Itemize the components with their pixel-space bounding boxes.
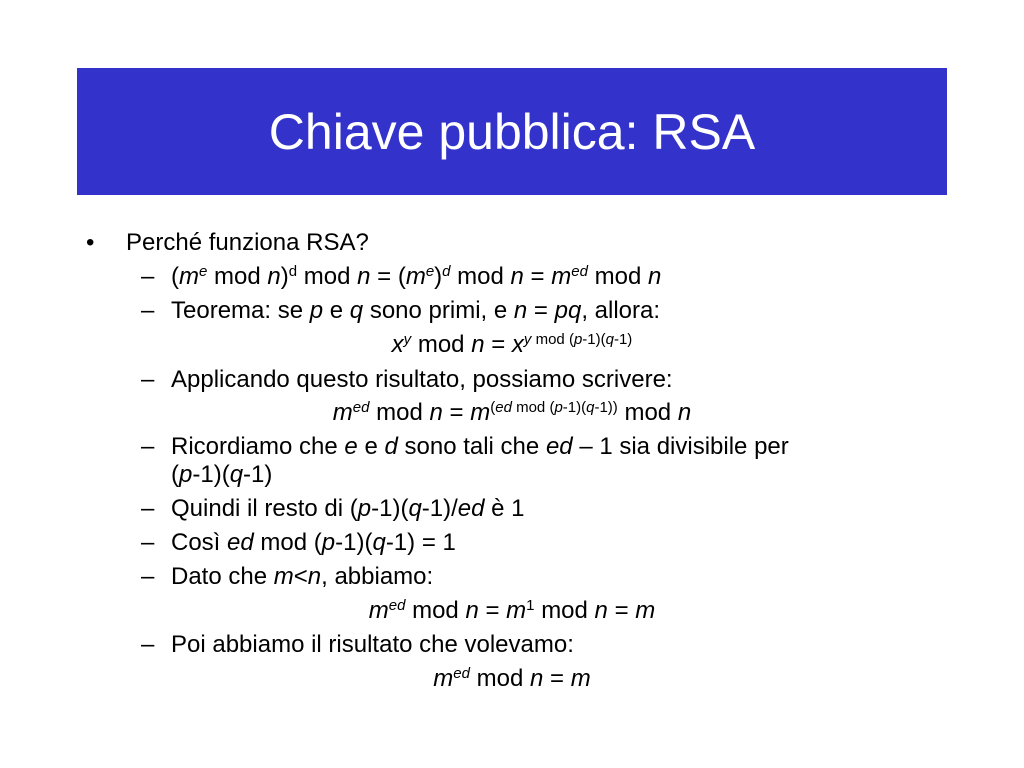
slide-title: Chiave pubblica: RSA [268, 103, 756, 160]
poi-line: Poi abbiamo il risultato che volevamo: [171, 631, 574, 658]
dato-line: Dato che m<n, abbiamo: [171, 563, 434, 590]
dash-symbol: – [141, 366, 155, 393]
dash-symbol: – [141, 563, 155, 590]
applied-formula: $m^{ed}$ mod $n = m^{(ed mod (p-1)(q-1))}$ mod n [332, 398, 692, 426]
theorem-line: Teorema: se p e q sono primi, e n = pq, allora: [171, 297, 661, 324]
recall-line-cont: (p-1)(q-1) [171, 461, 273, 488]
bullet-symbol: • [86, 229, 95, 256]
formula-line-1: ($m^e$ mod n)$^d$ mod $n = (m^e)^d$ mod $n = m^{ed}$ mod n [171, 262, 662, 290]
dash-symbol: – [141, 297, 155, 324]
dash-symbol: – [141, 529, 155, 556]
applying-line: Applicando questo risultato, possiamo scrivere: [171, 366, 673, 393]
final-formula: $m^{ed}$ mod n = m [433, 664, 591, 692]
dash-symbol: – [141, 495, 155, 522]
recall-line: Ricordiamo che e e d sono tali che ed – 1 sia divisibile per [171, 433, 789, 460]
main-bullet-text: Perché funziona RSA? [126, 229, 369, 256]
cosi-line: Così ed mod (p-1)(q-1) = 1 [171, 529, 456, 556]
dash-symbol: – [141, 433, 155, 460]
dash-symbol: – [141, 631, 155, 658]
theorem-formula: $x^y$ mod $n = x^{y mod (p-1)(q-1)}$ [391, 330, 633, 358]
dato-formula: $m^{ed}$ mod $n = m^1$ mod n = m [368, 596, 656, 624]
quindi-line: Quindi il resto di (p-1)(q-1)/ed è 1 [171, 495, 525, 522]
dash-symbol: – [141, 263, 155, 290]
